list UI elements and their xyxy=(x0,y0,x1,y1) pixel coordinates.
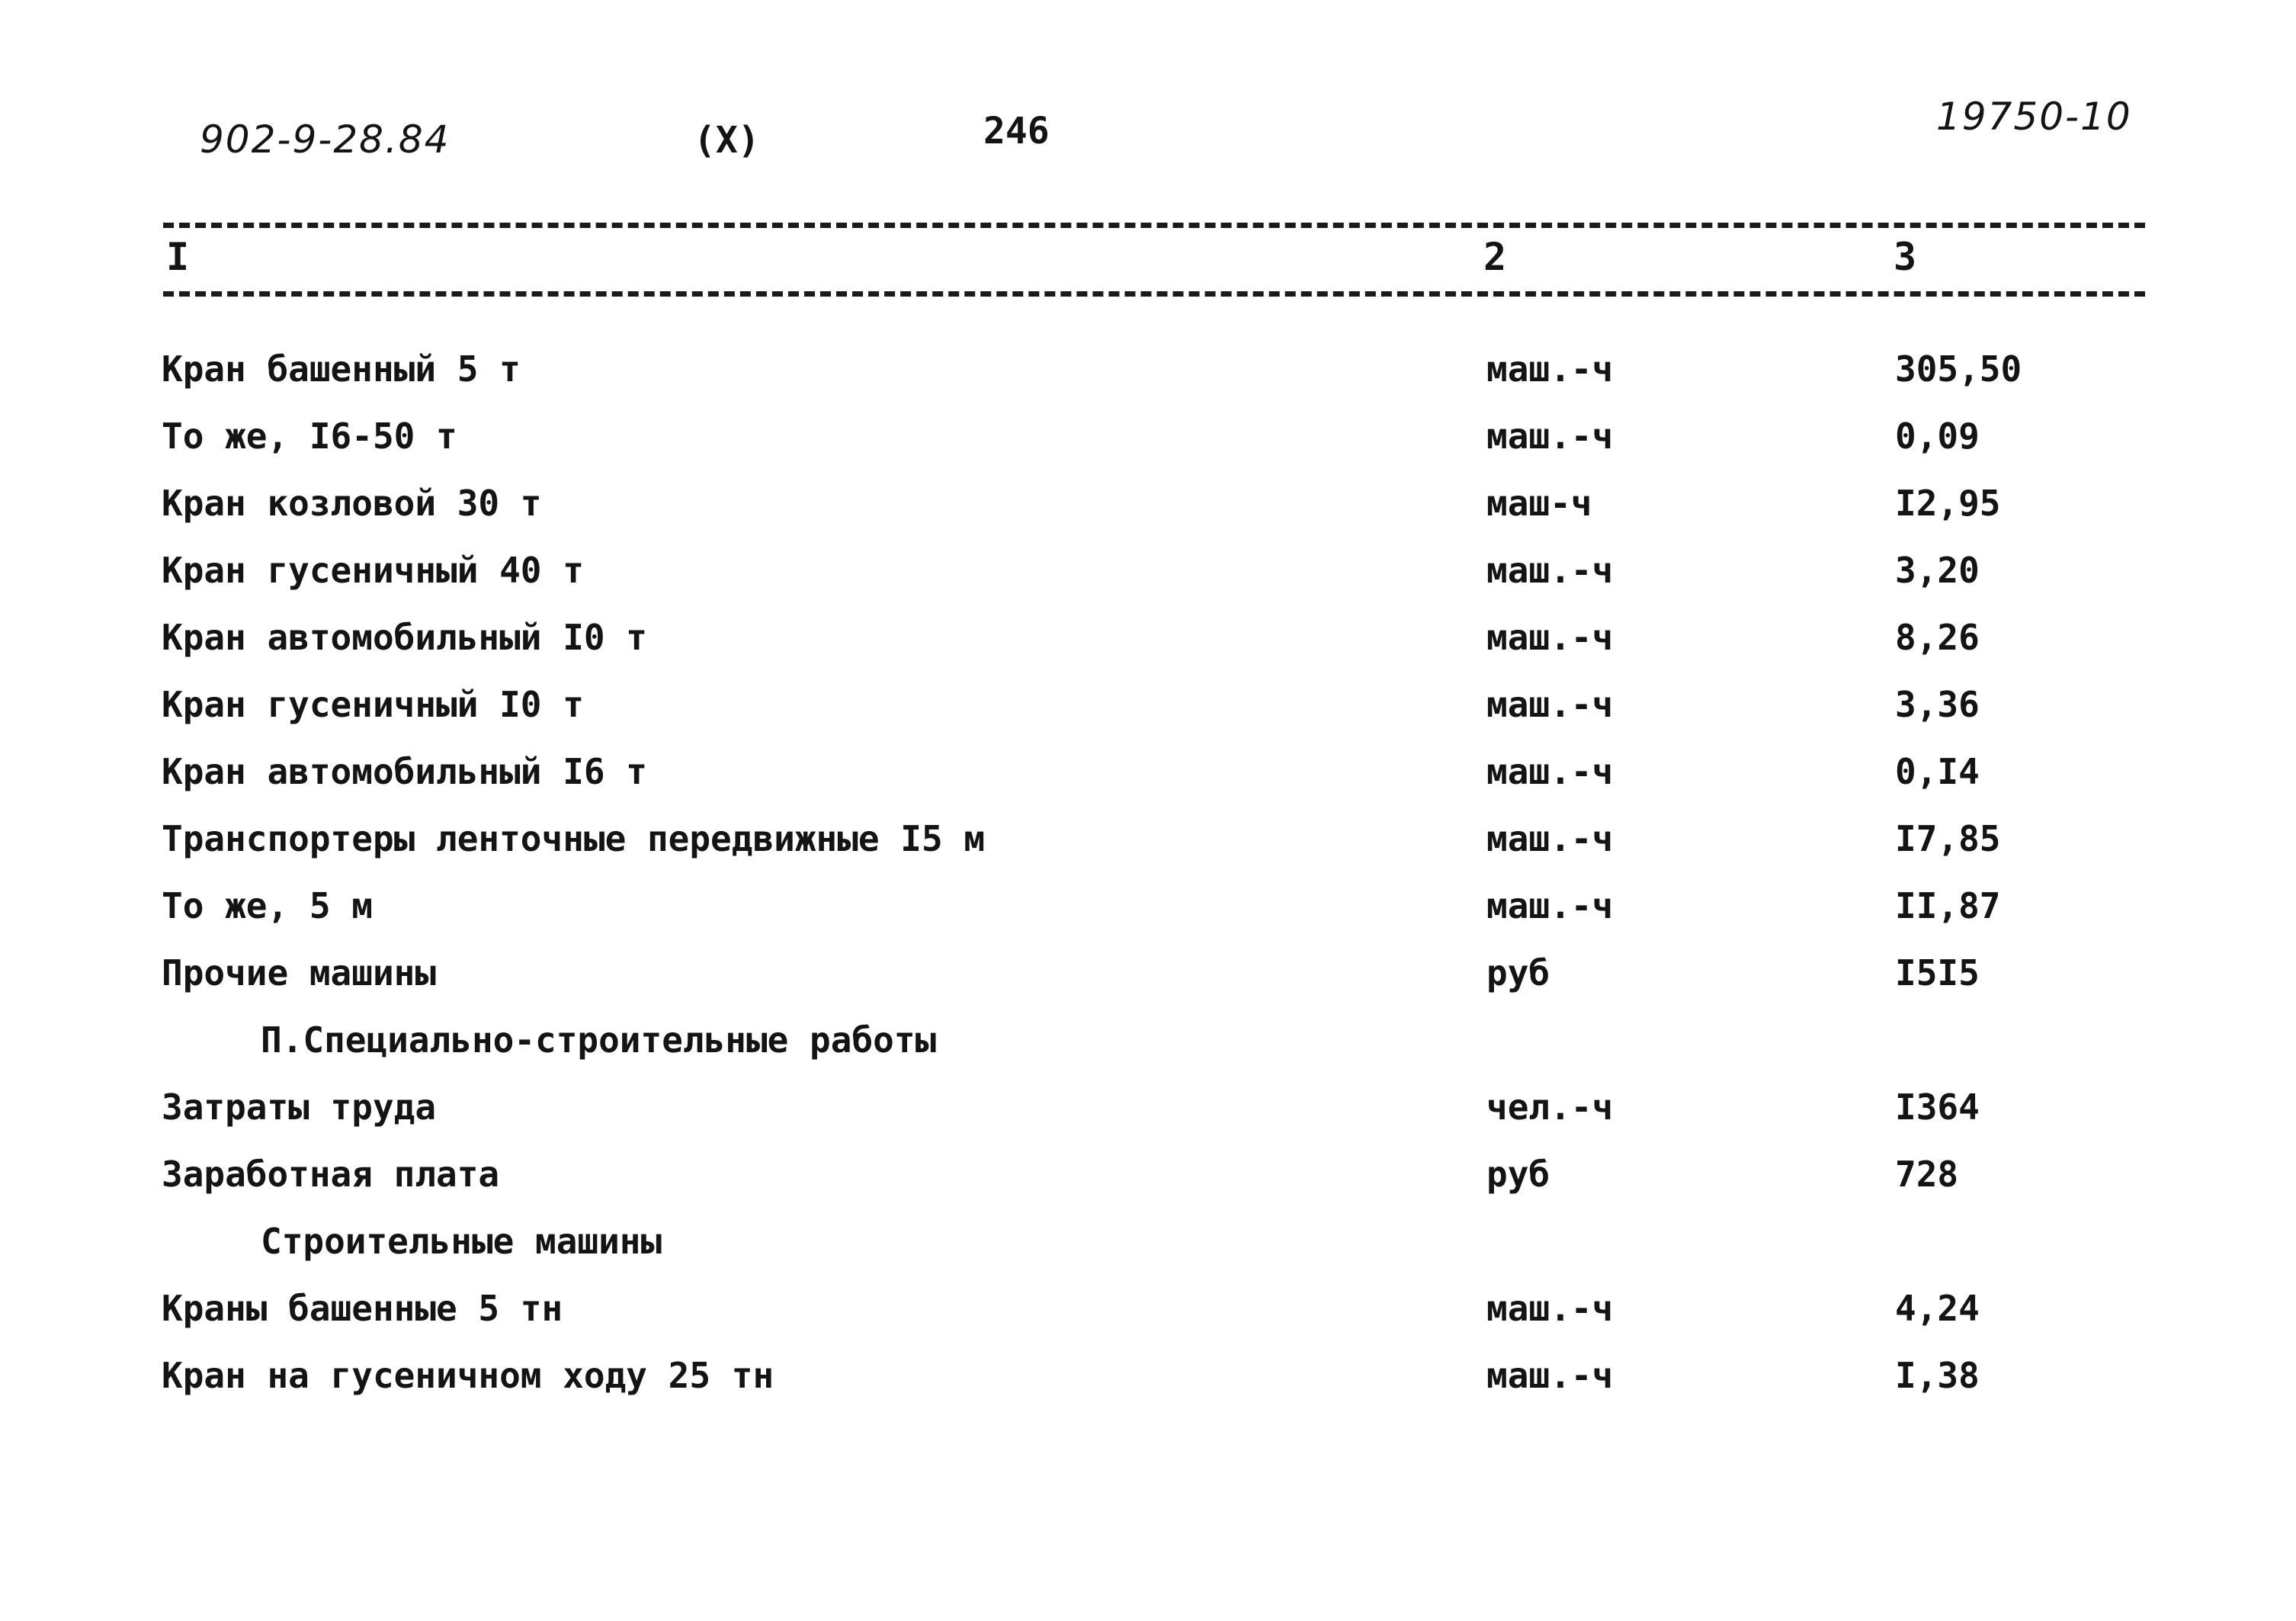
row-name: Кран козловой 30 т xyxy=(162,483,542,524)
row-value: 3,20 xyxy=(1895,550,1980,591)
row-unit: маш.-ч xyxy=(1486,1355,1614,1396)
table-row xyxy=(0,939,2296,1006)
row-value: 0,09 xyxy=(1895,416,1980,457)
column-header-2: 2 xyxy=(1483,235,1507,279)
column-header-3: 3 xyxy=(1894,235,1917,279)
row-name: Кран гусеничный 40 т xyxy=(162,550,584,591)
sheet-id: 19750-10 xyxy=(1936,95,2132,139)
row-unit: маш.-ч xyxy=(1486,1288,1614,1329)
table-rule-top xyxy=(163,223,2145,228)
row-name: Краны башенные 5 тн xyxy=(162,1288,563,1329)
table-row xyxy=(0,805,2296,872)
row-unit: маш.-ч xyxy=(1486,751,1614,792)
row-value: 305,50 xyxy=(1895,348,2022,390)
row-name: Кран башенный 5 т xyxy=(162,348,521,390)
row-unit: маш.-ч xyxy=(1486,416,1614,457)
row-name: Кран на гусеничном ходу 25 тн xyxy=(162,1355,774,1396)
table-row xyxy=(0,537,2296,604)
document-code: 902-9-28.84 xyxy=(200,117,451,162)
section-heading-row xyxy=(0,1006,2296,1074)
column-header-1: I xyxy=(166,235,190,279)
row-unit: маш.-ч xyxy=(1486,348,1614,390)
subsection-heading: Строительные машины xyxy=(261,1221,662,1262)
section-heading: П.Специально-строительные работы xyxy=(261,1019,937,1061)
row-name: Кран автомобильный I6 т xyxy=(162,751,647,792)
row-value: 4,24 xyxy=(1895,1288,1980,1329)
table-row xyxy=(0,1141,2296,1208)
table-row xyxy=(0,1342,2296,1409)
row-unit: маш.-ч xyxy=(1486,550,1614,591)
row-value: 3,36 xyxy=(1895,684,1980,725)
row-value: 728 xyxy=(1895,1154,1959,1195)
row-value: 8,26 xyxy=(1895,617,1980,658)
row-name: Кран гусеничный I0 т xyxy=(162,684,584,725)
row-unit: маш-ч xyxy=(1486,483,1592,524)
row-value: 0,I4 xyxy=(1895,751,1980,792)
row-unit: маш.-ч xyxy=(1486,885,1614,926)
subsection-heading-row xyxy=(0,1208,2296,1275)
row-unit: руб xyxy=(1486,1154,1550,1195)
table-body xyxy=(0,335,2296,1409)
table-row xyxy=(0,671,2296,738)
row-name: То же, 5 м xyxy=(162,885,373,926)
row-name: Транспортеры ленточные передвижные I5 м xyxy=(162,818,986,859)
table-row xyxy=(0,1275,2296,1342)
row-unit: чел.-ч xyxy=(1486,1087,1614,1128)
row-value: I5I5 xyxy=(1895,952,1980,993)
page-number: 246 xyxy=(983,110,1050,152)
row-name: Кран автомобильный I0 т xyxy=(162,617,647,658)
table-row xyxy=(0,872,2296,939)
table-row xyxy=(0,470,2296,537)
table-row xyxy=(0,403,2296,470)
row-value: I364 xyxy=(1895,1087,1980,1128)
row-name: Затраты труда xyxy=(162,1087,437,1128)
table-row xyxy=(0,335,2296,403)
section-mark: (X) xyxy=(694,119,760,162)
table-row xyxy=(0,738,2296,805)
table-row xyxy=(0,1074,2296,1141)
row-value: II,87 xyxy=(1895,885,2001,926)
row-name: То же, I6-50 т xyxy=(162,416,457,457)
row-name: Прочие машины xyxy=(162,952,437,993)
table-row xyxy=(0,604,2296,671)
row-value: I,38 xyxy=(1895,1355,1980,1396)
table-rule-bottom xyxy=(163,291,2145,297)
row-value: I7,85 xyxy=(1895,818,2001,859)
row-unit: маш.-ч xyxy=(1486,617,1614,658)
row-unit: руб xyxy=(1486,952,1550,993)
row-unit: маш.-ч xyxy=(1486,684,1614,725)
row-unit: маш.-ч xyxy=(1486,818,1614,859)
row-name: Заработная плата xyxy=(162,1154,500,1195)
row-value: I2,95 xyxy=(1895,483,2001,524)
